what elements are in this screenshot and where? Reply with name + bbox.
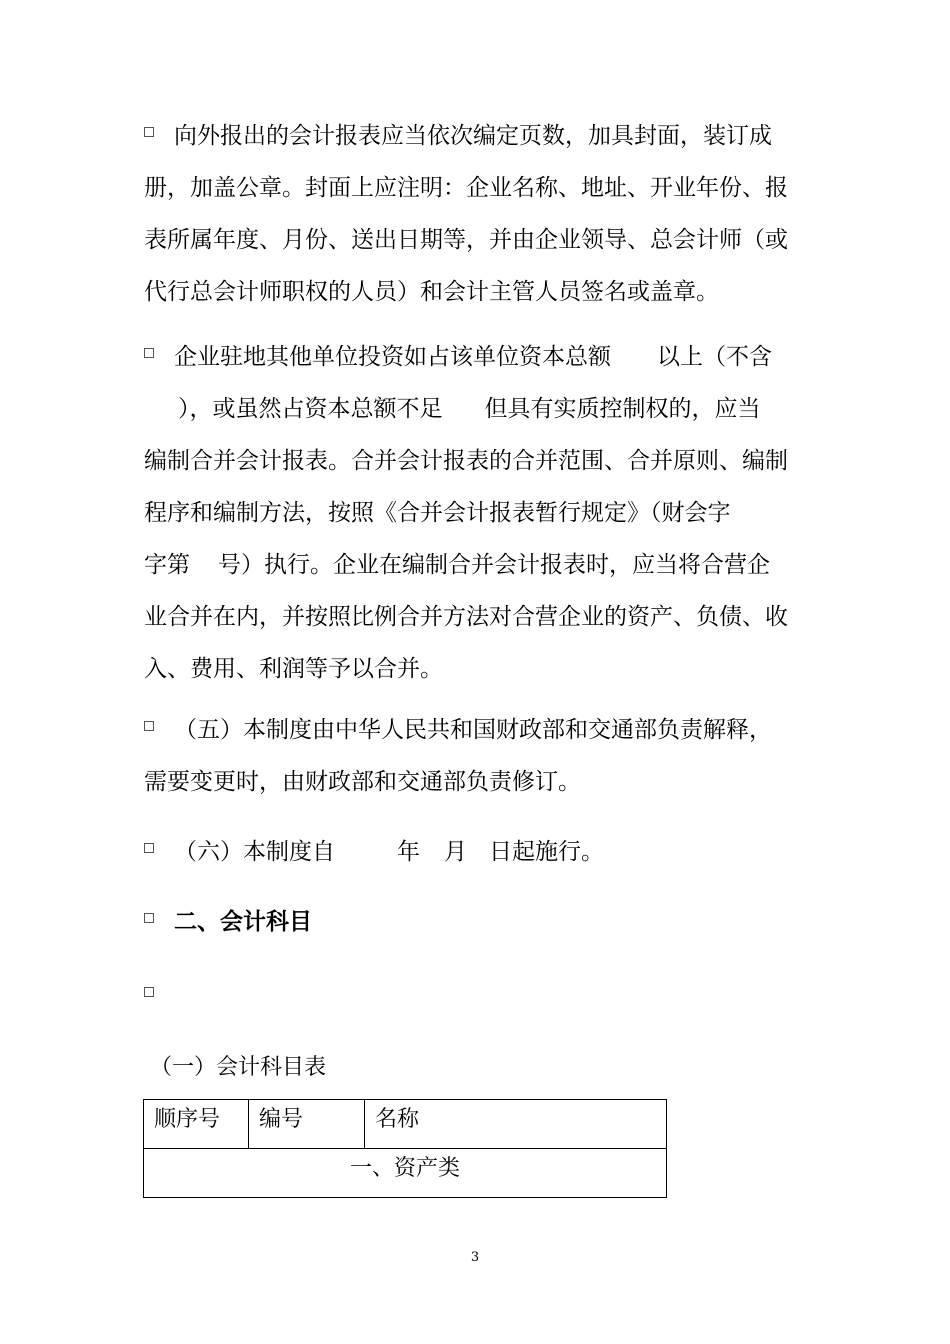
text-line: 企业驻地其他单位投资如占该单位资本总额 以上（不含 <box>144 331 814 383</box>
text-line: 册，加盖公章。封面上应注明：企业名称、地址、开业年份、报 <box>144 175 788 201</box>
page-number: 3 <box>470 1250 480 1265</box>
checkbox-bullet-icon <box>144 127 154 137</box>
paragraph-interpretation <box>144 704 814 808</box>
text-line: 业合并在内，并按照比例合并方法对合营企业的资产、负债、收 <box>144 604 788 630</box>
table-header-row <box>144 1100 667 1149</box>
paragraph-report-binding <box>144 110 814 318</box>
text-line: 表所属年度、月份、送出日期等，并由企业领导、总会计师（或 <box>144 227 788 253</box>
text-line: 入、费用、利润等予以合并。 <box>144 656 443 682</box>
header-cell-code: 编号 <box>249 1100 365 1149</box>
text-line: 程序和编制方法，按照《合并会计报表暂行规定》（财会字 <box>144 500 731 526</box>
table-caption: （一）会计科目表 <box>150 1055 327 1080</box>
checkbox-bullet-icon <box>144 843 154 853</box>
header-cell-sequence: 顺序号 <box>144 1100 249 1149</box>
header-cell-name: 名称 <box>365 1100 667 1149</box>
section-heading: 二、会计科目 <box>144 896 814 948</box>
checkbox-bullet-icon <box>144 721 154 731</box>
text-line: 向外报出的会计报表应当依次编定页数，加具封面，装订成 <box>144 110 814 162</box>
text-line: 字第 号）执行。企业在编制合并会计报表时，应当将合营企 <box>144 552 770 578</box>
paragraph-effective-date <box>144 826 814 878</box>
table-category-row <box>144 1149 667 1198</box>
checkbox-bullet-icon <box>144 913 154 923</box>
text-line: 代行总会计师职权的人员）和会计主管人员签名或盖章。 <box>144 279 719 305</box>
checkbox-bullet-icon <box>144 348 154 358</box>
text-line: ），或虽然占资本总额不足 但具有实质控制权的，应当 <box>178 396 761 422</box>
text-line: （五）本制度由中华人民共和国财政部和交通部负责解释， <box>144 704 814 756</box>
empty-bullet-line <box>144 970 814 1022</box>
paragraph-consolidated-statements <box>144 331 814 695</box>
accounting-subjects-table <box>143 1099 667 1198</box>
category-cell-assets: 一、资产类 <box>144 1149 667 1198</box>
text-line: （六）本制度自 年 月 日起施行。 <box>144 826 814 878</box>
text-line: 需要变更时，由财政部和交通部负责修订。 <box>144 769 581 795</box>
text-line: 编制合并会计报表。合并会计报表的合并范围、合并原则、编制 <box>144 448 788 474</box>
checkbox-bullet-icon <box>144 987 154 997</box>
